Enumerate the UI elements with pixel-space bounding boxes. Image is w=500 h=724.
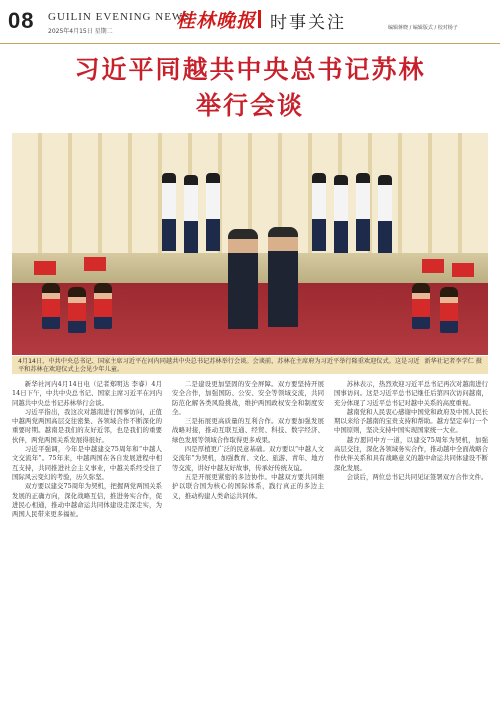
photo-leader	[228, 229, 258, 329]
paragraph: 二是建设更加坚固的安全屏障。双方要坚持开展安全合作，加强国防、公安、安全等领域交流，共同防范化解各类风险挑战，维护两国政权安全和制度安全。	[172, 380, 324, 416]
headline-line-2: 举行会谈	[195, 91, 304, 120]
photo-child	[412, 283, 430, 329]
photo-flag	[84, 257, 106, 271]
paragraph: 会谈后，两位总书记共同见证签署双方合作文件。	[346, 472, 488, 481]
photo-honor-guard	[334, 175, 348, 253]
section-divider	[258, 10, 261, 28]
paragraph: 习近平强调，今年是中越建交75周年和“中越人文交流年”。75年来，中越两国在各自发展进程中相互支持，共同推进社会主义事业，中越关系经受住了国际风云变幻的考验，历久弥坚。	[12, 445, 162, 481]
paragraph: 三是拓展更高质量的互利合作。双方要加强发展战略对接，推动互联互通、经贸、科技、数字经济、绿色发展等领域合作取得更多成果。	[172, 417, 324, 444]
paragraph: 苏林表示，热烈欢迎习近平总书记再次对越南进行国事访问。这是习近平总书记继任后第四次访问越南，充分体现了习近平总书记对越中关系的高度重视。	[334, 380, 488, 407]
paragraph: 越南党和人民衷心感谢中国党和政府及中国人民长期以来给予越南的宝贵支持和帮助。越方坚定奉行一个中国原则，坚决支持中国实现国家统一大业。	[334, 407, 488, 435]
issue-date: 2025年4月15日 星期二	[48, 28, 113, 35]
photo-flag	[452, 263, 474, 277]
caption-text: 4月14日，中共中央总书记、国家主席习近平在河内同越共中央总书记苏林举行会谈。会谈前，苏林在主席府为习近平举行隆重欢迎仪式。这是习近平和苏林在欢迎仪式上会见少年儿童。	[18, 358, 420, 373]
news-photo	[12, 133, 488, 355]
editor-credits: 编辑蒋晓 / 编辑版式 / 校对杨子	[388, 25, 458, 31]
article-column-2	[172, 380, 324, 720]
photo-caption	[12, 356, 488, 374]
paragraph: 越方愿同中方一道，以建交75周年为契机，加强高层交往，深化各领域务实合作，推动越中全面战略合作伙伴关系和具有战略意义的越中命运共同体建设不断深化发展。	[334, 435, 488, 472]
paper-english-name: GUILIN EVENING NEWS	[48, 11, 191, 23]
paragraph: 习近平指出，我这次对越南进行国事访问，正值中越两党两国高层交往密集、各领域合作不断深化的重要时期。越南是我们的友好近邻，也是我们的重要伙伴，两党两国关系发展得很好。	[12, 407, 162, 444]
photo-honor-guard	[356, 173, 370, 251]
page-number: 08	[8, 8, 35, 33]
photo-flag	[34, 261, 56, 275]
photo-child	[42, 283, 60, 329]
paragraph: 五是开展更紧密的多边协作。中越双方要共同维护以联合国为核心的国际体系，践行真正的多边主义，推动构建人类命运共同体。	[172, 472, 324, 500]
photo-honor-guard	[312, 173, 326, 251]
article-column-3	[334, 380, 488, 720]
photo-honor-guard	[206, 173, 220, 251]
photo-honor-guard	[378, 175, 392, 253]
masthead-logo: 桂林晚报	[176, 10, 257, 32]
photo-leader	[268, 227, 298, 327]
headline-line-1: 习近平同越共中央总书记苏林	[74, 55, 426, 84]
photo-child	[68, 287, 86, 333]
photo-honor-guard	[162, 173, 176, 251]
page-header	[0, 0, 500, 44]
photo-honor-guard	[184, 175, 198, 253]
paragraph: 双方要以建交75周年为契机，把握两党两国关系发展的正确方向，深化战略互信，推进务实合作，促进民心相通，推动中越命运共同体建设走深走实，为两国人民带来更多福祉。	[12, 482, 162, 519]
paragraph: 新华社河内4月14日电（记者郑明达 李睿）4月14日下午，中共中央总书记、国家主席习近平在河内同越共中央总书记苏林举行会谈。	[12, 380, 162, 407]
photo-flag	[422, 259, 444, 273]
article-column-1	[12, 380, 162, 720]
article-headline	[0, 52, 500, 124]
photo-credit: 新华社记者李学仁 摄	[424, 358, 482, 365]
paragraph: 四是厚植更广泛的民意基础。双方要以“中越人文交流年”为契机，加强教育、文化、旅游、青年、地方等交流，讲好中越友好故事，传承好传统友谊。	[172, 445, 324, 472]
photo-child	[440, 287, 458, 333]
section-title: 时事关注	[270, 13, 346, 33]
photo-child	[94, 283, 112, 329]
